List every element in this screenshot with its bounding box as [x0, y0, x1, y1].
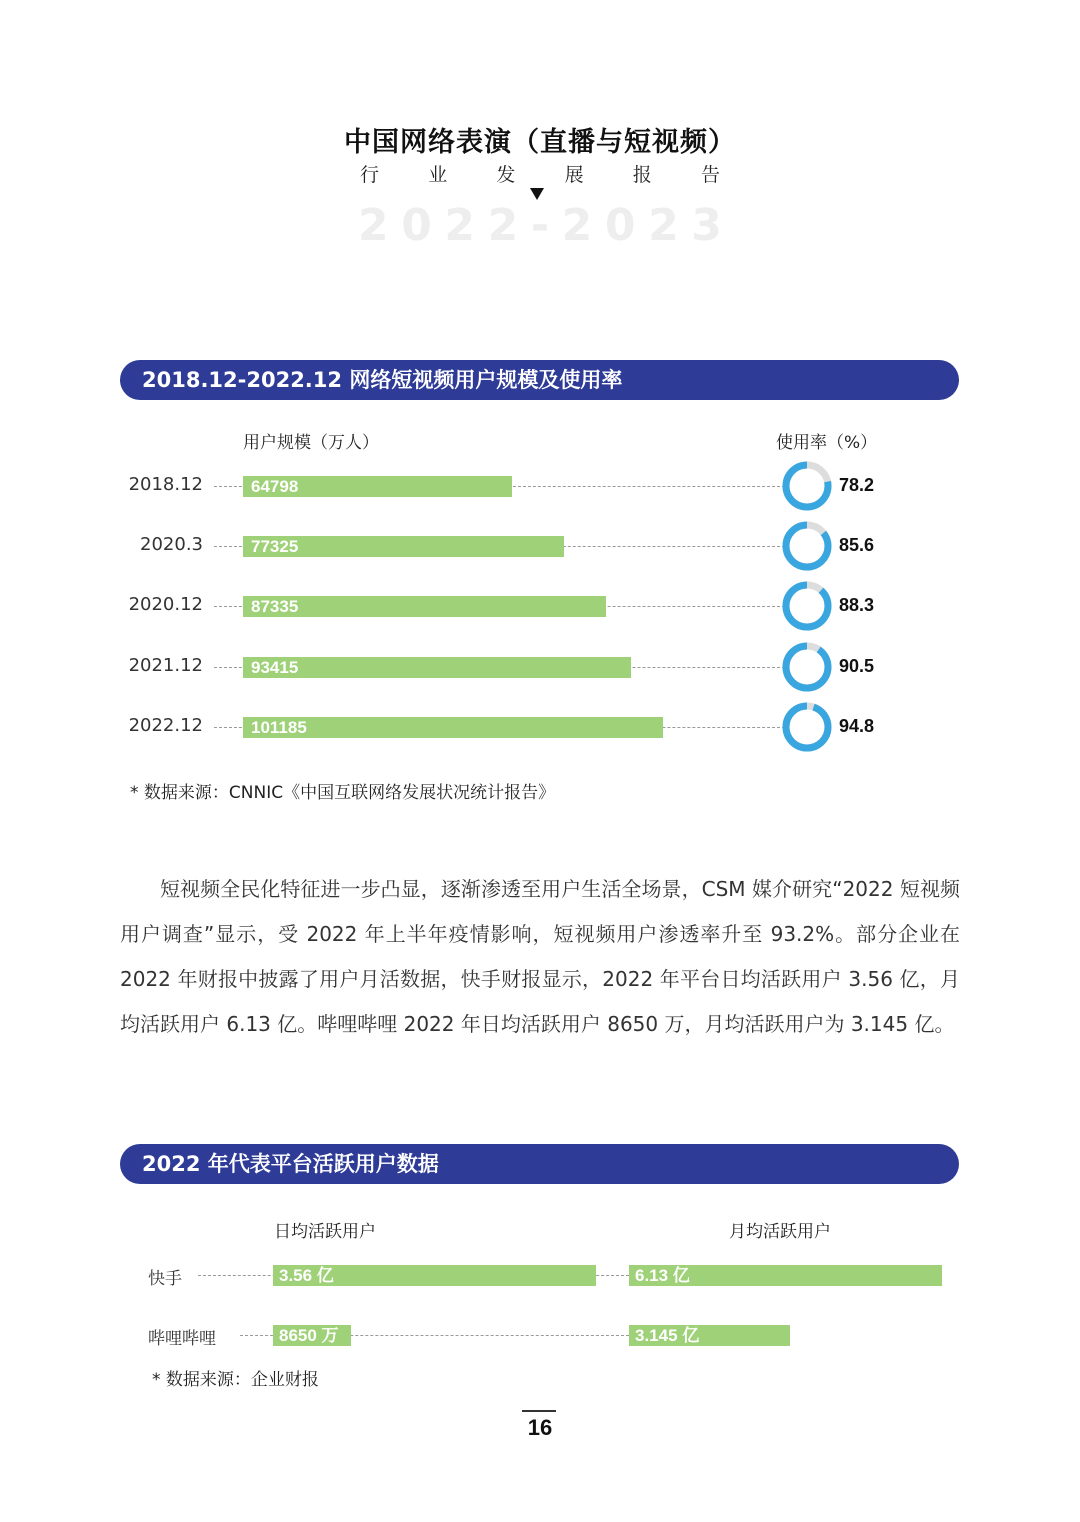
subtitle-char: 展: [564, 164, 584, 186]
year-char: 2: [358, 200, 389, 251]
data-label: 8650 万: [279, 1326, 339, 1345]
chart-right-header: 月均活跃用户: [729, 1222, 831, 1242]
chart-right-header: 使用率（%）: [776, 433, 878, 453]
data-label: 64798: [251, 477, 299, 496]
data-label: 93415: [251, 658, 299, 677]
category-label: 哔哩哔哩: [148, 1329, 216, 1349]
chart-left-header: 日均活跃用户: [274, 1222, 376, 1242]
subtitle-char: 告: [700, 164, 720, 186]
usage-rate-label: 94.8: [839, 716, 875, 736]
usage-rate-label: 90.5: [839, 656, 875, 676]
category-label: 2022.12: [128, 715, 203, 736]
category-label: 2018.12: [128, 474, 203, 495]
page-number: 16: [527, 1415, 553, 1440]
bar: [273, 1265, 596, 1286]
year-char: 0: [604, 200, 636, 251]
year-char: 3: [691, 200, 722, 251]
chart-source-note: * 数据来源：企业财报: [152, 1370, 319, 1390]
section-title-bar: 2018.12-2022.12 网络短视频用户规模及使用率: [120, 360, 959, 400]
bar: [273, 1325, 351, 1346]
subtitle-char: 行: [360, 164, 380, 186]
data-label: 3.145 亿: [635, 1326, 700, 1345]
year-char: 2: [487, 200, 519, 251]
category-label: 快手: [148, 1269, 182, 1289]
bar: [629, 1325, 790, 1346]
data-label: 77325: [251, 537, 299, 556]
subtitle-char: 发: [496, 164, 516, 186]
page-number-rule: [522, 1410, 556, 1412]
data-label: 6.13 亿: [635, 1266, 690, 1285]
data-label: 101185: [251, 718, 307, 737]
year-char: -: [530, 200, 550, 251]
usage-rate-donut: [781, 520, 833, 572]
bar: [243, 596, 606, 617]
data-label: 3.56 亿: [279, 1266, 334, 1285]
year-char: 0: [401, 200, 432, 251]
usage-rate-label: 78.2: [839, 475, 875, 495]
year-char: 2: [444, 200, 476, 251]
bar: [243, 717, 663, 738]
usage-rate-label: 85.6: [839, 535, 875, 555]
subtitle-char: 报: [632, 164, 652, 186]
usage-rate-donut: [781, 580, 833, 632]
body-paragraph: 短视频全民化特征进一步凸显，逐渐渗透至用户生活全场景，CSM 媒介研究“2022 短视频用户调查”显示，受 2022 年上半年疫情影响，短视频用户渗透率升至 93.2%。部分企业在 2022 年财报中披露了用户月活数据，快手财报显示，2022 年平台日均活跃用户 3.56 亿，月均活跃用户 6.13 亿。哔哩哔哩 2022 年日均活跃用户 8650 万，月均活跃用户为 3.145 亿。: [120, 877, 960, 1036]
chart-source-note: * 数据来源：CNNIC《中国互联网络发展状况统计报告》: [130, 783, 556, 803]
usage-rate-donut: [781, 701, 833, 753]
category-label: 2020.3: [140, 534, 203, 555]
bar: [243, 657, 631, 678]
triangle-down-icon: [530, 188, 544, 200]
report-years: [358, 200, 722, 251]
usage-rate-donut: [781, 460, 833, 512]
subtitle-char: 业: [428, 164, 448, 186]
chart-left-header: 用户规模（万人）: [243, 433, 379, 453]
year-char: 2: [648, 200, 679, 251]
year-char: 2: [561, 200, 593, 251]
bar: [629, 1265, 942, 1286]
usage-rate-donut: [781, 641, 833, 693]
category-label: 2021.12: [128, 655, 203, 676]
report-subtitle: [360, 160, 720, 187]
section-title-bar: 2022 年代表平台活跃用户数据: [120, 1144, 959, 1184]
bar: [243, 476, 512, 497]
usage-rate-label: 88.3: [839, 595, 875, 615]
data-label: 87335: [251, 597, 299, 616]
category-label: 2020.12: [128, 594, 203, 615]
bar: [243, 536, 564, 557]
report-title: 中国网络表演（直播与短视频）: [344, 127, 736, 158]
